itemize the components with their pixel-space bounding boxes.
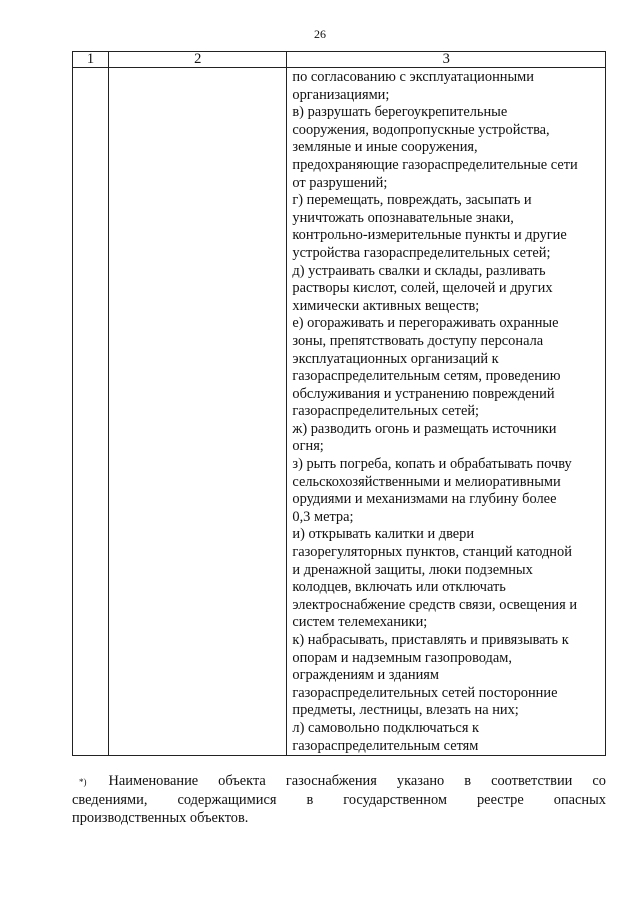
cell-text-line: колодцев, включать или отключать xyxy=(292,579,506,596)
cell-text-line: от разрушений; xyxy=(292,174,388,191)
cell-text-line: к) набрасывать, приставлять и привязывать к xyxy=(292,632,569,648)
cell-text-line: сельскохозяйственными и мелиоративными xyxy=(292,473,561,490)
footnote-line-2: сведениями, содержащимися в государственном реестре опасных xyxy=(72,792,606,808)
column-header-1: 1 xyxy=(73,52,109,68)
requirements-table xyxy=(72,51,606,756)
cell-text-line: контрольно-измерительные пункты и другие xyxy=(292,227,567,244)
cell-text-line: ж) разводить огонь и размещать источники xyxy=(292,420,557,437)
cell-text-line: и дренажной защиты, люки подземных xyxy=(292,561,533,578)
cell-text-line: растворы кислот, солей, щелочей и других xyxy=(292,280,553,297)
cell-text-line: ограждениям и зданиям xyxy=(292,667,440,684)
cell-text-line: д) устраивать свалки и склады, разливать xyxy=(292,262,546,279)
cell-text-line: газораспределительным сетям, проведению xyxy=(292,368,561,385)
cell-text-line: орудиями и механизмами на глубину более xyxy=(292,491,557,508)
cell-text-line: зоны, препятствовать доступу персонала xyxy=(292,332,544,349)
page-number: 26 xyxy=(314,27,326,41)
cell-text-line: предохраняющие газораспределительные сети xyxy=(292,156,578,173)
cell-column-2 xyxy=(109,68,287,756)
cell-text-line: обслуживания и устранению повреждений xyxy=(292,385,555,402)
cell-column-3 xyxy=(287,68,606,756)
footnote-line-3: производственных объектов. xyxy=(72,810,249,826)
cell-text-line: огня; xyxy=(292,438,324,455)
cell-text-line: з) рыть погреба, копать и обрабатывать почву xyxy=(292,456,572,473)
cell-text-line: электроснабжение средств связи, освещения и xyxy=(292,596,578,613)
cell-text-line: опорам и надземным газопроводам, xyxy=(292,649,512,666)
footnote-line-1: Наименование объекта газоснабжения указано в соответствии со xyxy=(108,773,606,789)
cell-text-line: г) перемещать, повреждать, засыпать и xyxy=(292,192,532,209)
cell-text-line: в) разрушать берегоукрепительные xyxy=(292,104,508,121)
column-header-2: 2 xyxy=(109,52,287,68)
cell-text-line: химически активных веществ; xyxy=(292,297,480,314)
cell-text-line: по согласованию с эксплуатационными xyxy=(292,69,534,85)
table-row xyxy=(73,68,606,756)
cell-text-line: е) огораживать и перегораживать охранные xyxy=(292,315,559,332)
cell-text-line: и) открывать калитки и двери xyxy=(292,526,475,543)
table-header-row xyxy=(73,52,606,68)
cell-text-line: устройства газораспределительных сетей; xyxy=(292,244,551,261)
cell-text-line: газораспределительным сетям xyxy=(292,737,479,754)
cell-text-line: эксплуатационных организаций к xyxy=(292,350,499,367)
cell-text-line: л) самовольно подключаться к xyxy=(292,719,480,736)
cell-text-line: газораспределительных сетей посторонние xyxy=(292,684,558,701)
cell-text-line: сооружения, водопропускные устройства, xyxy=(292,121,550,138)
cell-text-line: газорегуляторных пунктов, станций катодной xyxy=(292,544,572,561)
cell-text-line: систем телемеханики; xyxy=(292,614,428,631)
cell-text-line: земляные и иные сооружения, xyxy=(292,139,478,156)
cell-text-line: организациями; xyxy=(292,86,390,103)
cell-column-1 xyxy=(73,68,109,756)
cell-text-line: уничтожать опознавательные знаки, xyxy=(292,209,514,226)
footnote-mark: *) xyxy=(79,777,87,787)
footnote xyxy=(72,772,606,827)
column-header-3: 3 xyxy=(287,52,606,68)
cell-text-line: газораспределительных сетей; xyxy=(292,403,480,420)
cell-text-line: предметы, лестницы, влезать на них; xyxy=(292,702,519,719)
cell-text-line: 0,3 метра; xyxy=(292,508,354,525)
